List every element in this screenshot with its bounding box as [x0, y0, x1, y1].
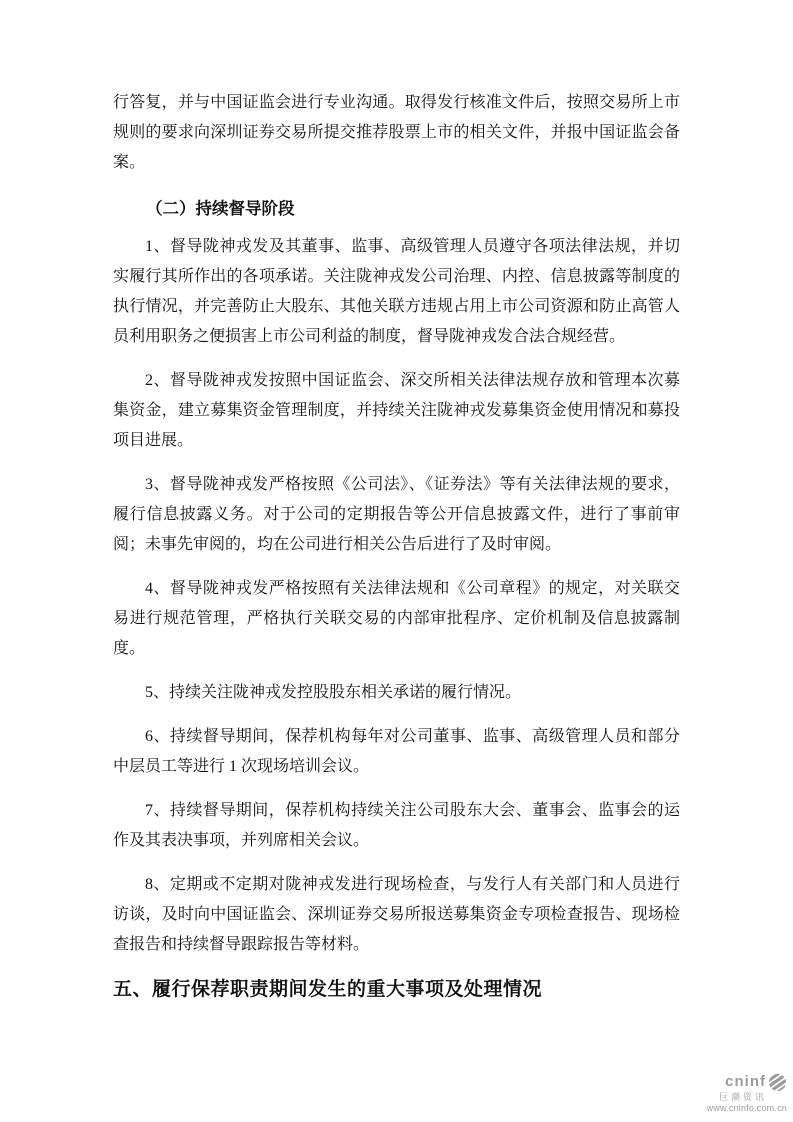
paragraph-item-6: 6、持续督导期间，保荐机构每年对公司董事、监事、高级管理人员和部分中层员工等进行 1 次现场培训会议。 — [113, 728, 680, 775]
paragraph-item-2: 2、督导陇神戎发按照中国证监会、深交所相关法律法规存放和管理本次募集资金，建立募集资金管理制度，并持续关注陇神戎发募集资金使用情况和募投项目进展。 — [113, 372, 680, 449]
paragraph-item-7: 7、持续督导期间，保荐机构持续关注公司股东大会、董事会、监事会的运作及其表决事项，并列席相关会议。 — [113, 802, 680, 849]
paragraph-item-3: 3、督导陇神戎发严格按照《公司法》、《证券法》等有关法律法规的要求，履行信息披露义务。对于公司的定期报告等公开信息披露文件，进行了事前审阅；未事先审阅的，均在公司进行相关公告后进行了及时审阅。 — [113, 476, 680, 553]
document-content — [113, 88, 680, 1006]
cninfo-logo — [707, 1073, 787, 1114]
paragraph-item-1: 1、督导陇神戎发及其董事、监事、高级管理人员遵守各项法律法规，并切实履行其所作出的各项承诺。关注陇神戎发公司治理、内控、信息披露等制度的执行情况，并完善防止大股东、其他关联方违规占用上市公司资源和防止高管人员利用职务之便损害上市公司利益的制度，督导陇神戎发合法合规经营。 — [113, 238, 680, 345]
cninfo-logo-text: cninf — [725, 1073, 766, 1091]
cninfo-logo-row — [725, 1073, 787, 1092]
section-heading-continuous-supervision: （二）持续督导阶段 — [146, 200, 295, 218]
section-heading-major-events: 五、履行保荐职责期间发生的重大事项及处理情况 — [113, 979, 543, 1000]
cninfo-logo-chinese-name: 巨潮资讯 — [718, 1092, 767, 1103]
paragraph-continuation: 行答复，并与中国证监会进行专业沟通。取得发行核准文件后，按照交易所上市规则的要求向深圳证券交易所提交推荐股票上市的相关文件，并报中国证监会备案。 — [113, 94, 680, 171]
cninfo-swirl-icon — [768, 1073, 787, 1092]
paragraph-item-8: 8、定期或不定期对陇神戎发进行现场检查，与发行人有关部门和人员进行访谈，及时向中国证监会、深圳证券交易所报送募集资金专项检查报告、现场检查报告和持续督导跟踪报告等材料。 — [113, 876, 680, 953]
paragraph-item-5: 5、持续关注陇神戎发控股股东相关承诺的履行情况。 — [145, 684, 522, 701]
cninfo-logo-url: www.cninfo.com.cn — [706, 1103, 787, 1114]
paragraph-item-4: 4、督导陇神戎发严格按照有关法律法规和《公司章程》的规定，对关联交易进行规范管理，严格执行关联交易的内部审批程序、定价机制及信息披露制度。 — [113, 580, 680, 657]
